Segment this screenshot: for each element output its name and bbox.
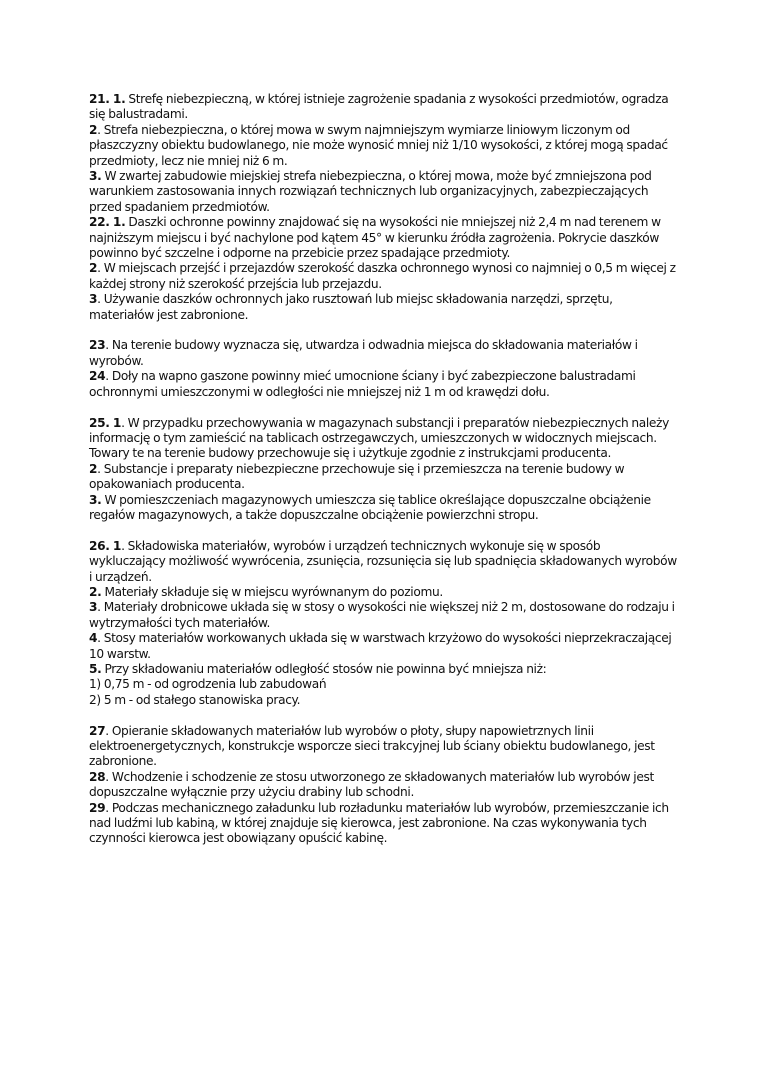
paragraph xyxy=(89,493,677,524)
paragraph-text: Strefę niebezpieczną, w której istnieje zagrożenie spadania z wysokości przedmiotów, ogradza się balustradami. xyxy=(89,92,669,122)
paragraph-text: . Opieranie składowanych materiałów lub wyrobów o płoty, słupy napowietrznych linii elektroenergetycznych, konstrukcje wsporcze sieci trakcyjnej lub ściany obiektu budowlanego, jest zabronione. xyxy=(89,723,655,769)
paragraph xyxy=(89,724,677,770)
paragraph-text: Przy składowaniu materiałów odległość stosów nie powinna być mniejsza niż: xyxy=(101,661,547,676)
paragraph xyxy=(89,215,677,261)
paragraph xyxy=(89,662,677,677)
paragraph-number: 2. xyxy=(89,584,102,599)
document-body xyxy=(89,92,677,847)
paragraph xyxy=(89,169,677,215)
paragraph-number: 24 xyxy=(89,369,106,384)
paragraph xyxy=(89,539,677,585)
paragraph-number: 2 xyxy=(89,261,98,276)
paragraph xyxy=(89,292,677,323)
paragraph-number: 21. 1. xyxy=(89,92,126,106)
section-spacer xyxy=(89,400,677,415)
paragraph-text: . Wchodzenie i schodzenie ze stosu utworzonego ze składowanych materiałów lub wyrobów jest dopuszczalne wyłącznie przy użyciu drabiny lub schodni. xyxy=(89,769,654,800)
section-spacer xyxy=(89,708,677,723)
paragraph-number: 2 xyxy=(89,461,98,476)
paragraph-number: 27 xyxy=(89,723,106,738)
paragraph-text: Daszki ochronne powinny znajdować się na wysokości nie mniejszej niż 2,4 m nad terenem w najniższym miejscu i być nachylone pod kątem 45° w kierunku źródła zagrożenia. Pokrycie daszków powinno być szczelne i odporne na przebicie przez spadające przedmioty. xyxy=(89,215,661,261)
paragraph-text: . Substancje i preparaty niebezpieczne przechowuje się i przemieszcza na terenie budowy w opakowaniach producenta. xyxy=(89,461,625,492)
paragraph-number: 25. 1 xyxy=(89,415,122,430)
paragraph xyxy=(89,693,677,708)
paragraph-text: . Używanie daszków ochronnych jako rusztowań lub miejsc składowania narzędzi, sprzętu, materiałów jest zabronione. xyxy=(89,292,613,322)
paragraph-text: . Doły na wapno gaszone powinny mieć umocnione ściany i być zabezpieczone balustradami ochronnymi umieszczonymi w odległości nie mniejszej niż 1 m od krawędzi dołu. xyxy=(89,369,636,399)
section-1 xyxy=(89,92,677,323)
paragraph xyxy=(89,801,677,847)
paragraph-number: 3. xyxy=(89,492,102,507)
paragraph-number: 28 xyxy=(89,769,106,784)
paragraph-number: 29 xyxy=(89,800,106,815)
paragraph-number: 2 xyxy=(89,122,98,137)
paragraph-number: 26. 1 xyxy=(89,538,122,553)
paragraph-text: . Materiały drobnicowe układa się w stosy o wysokości nie większej niż 2 m, dostosowane do rodzaju i wytrzymałości tych materiałów. xyxy=(89,600,675,630)
paragraph-text: . W miejscach przejść i przejazdów szerokość daszka ochronnego wynosi co najmniej o 0,5 m więcej z każdej strony niż szerokość przejścia lub przejazdu. xyxy=(89,261,676,291)
paragraph-number: 23 xyxy=(89,338,106,353)
paragraph-text: 2) 5 m - od stałego stanowiska pracy. xyxy=(89,692,301,707)
paragraph-text: W pomieszczeniach magazynowych umieszcza się tablice określające dopuszczalne obciążenie regałów magazynowych, a także dopuszczalne obciążenie powierzchni stropu. xyxy=(89,492,651,522)
paragraph-text: . Na terenie budowy wyznacza się, utwardza i odwadnia miejsca do składowania materiałów i wyrobów. xyxy=(89,338,638,368)
paragraph xyxy=(89,338,677,369)
section-4 xyxy=(89,539,677,708)
paragraph-text: . Stosy materiałów workowanych układa się w warstwach krzyżowo do wysokości nieprzekraczającej 10 warstw. xyxy=(89,631,672,661)
paragraph-text: 1) 0,75 m - od ogrodzenia lub zabudowań xyxy=(89,677,327,692)
paragraph-text: . Podczas mechanicznego załadunku lub rozładunku materiałów lub wyrobów, przemieszczanie ich nad ludźmi lub kabiną, w której znajduje się kierowca, jest zabronione. Na czas wykonywania tych czynności kierowca jest obowiązany opuścić kabinę. xyxy=(89,800,669,846)
section-3 xyxy=(89,416,677,524)
paragraph xyxy=(89,600,677,631)
paragraph-text: . W przypadku przechowywania w magazynach substancji i preparatów niebezpiecznych należy informację o tym zamieścić na tablicach ostrzegawczych, umieszczonych w widocznych miejscach. Towary te na terenie budowy przechowuje się i użytkuje zgodnie z instrukcjami producenta. xyxy=(89,415,669,461)
paragraph xyxy=(89,369,677,400)
section-spacer xyxy=(89,323,677,338)
paragraph xyxy=(89,92,677,123)
paragraph xyxy=(89,416,677,462)
paragraph-text: W zwartej zabudowie miejskiej strefa niebezpieczna, o której mowa, może być zmniejszona pod warunkiem zastosowania innych rozwiązań technicznych lub organizacyjnych, zabezpieczających przed spadaniem przedmiotów. xyxy=(89,169,652,214)
paragraph-number: 3. xyxy=(89,169,102,184)
paragraph-number: 3 xyxy=(89,600,98,615)
section-spacer xyxy=(89,523,677,538)
paragraph-number: 4 xyxy=(89,631,98,646)
paragraph-number: 5. xyxy=(89,661,102,676)
section-2 xyxy=(89,338,677,400)
paragraph xyxy=(89,677,677,692)
paragraph xyxy=(89,770,677,801)
paragraph xyxy=(89,585,677,600)
paragraph-number: 22. 1. xyxy=(89,215,126,230)
paragraph xyxy=(89,462,677,493)
paragraph xyxy=(89,631,677,662)
paragraph xyxy=(89,123,677,169)
paragraph-text: . Strefa niebezpieczna, o której mowa w swym najmniejszym wymiarze liniowym liczonym od płaszczyzny obiektu budowlanego, nie może wynosić mniej niż 1/10 wysokości, z której mogą spadać przedmioty, lecz nie mniej niż 6 m. xyxy=(89,122,668,168)
paragraph-text: . Składowiska materiałów, wyrobów i urządzeń technicznych wykonuje się w sposób wykluczający możliwość wywrócenia, zsunięcia, rozsunięcia się lub spadnięcia składowanych wyrobów i urządzeń. xyxy=(89,538,677,584)
paragraph-number: 3 xyxy=(89,292,98,307)
paragraph-text: Materiały składuje się w miejscu wyrównanym do poziomu. xyxy=(101,584,443,599)
paragraph xyxy=(89,261,677,292)
section-5 xyxy=(89,724,677,847)
